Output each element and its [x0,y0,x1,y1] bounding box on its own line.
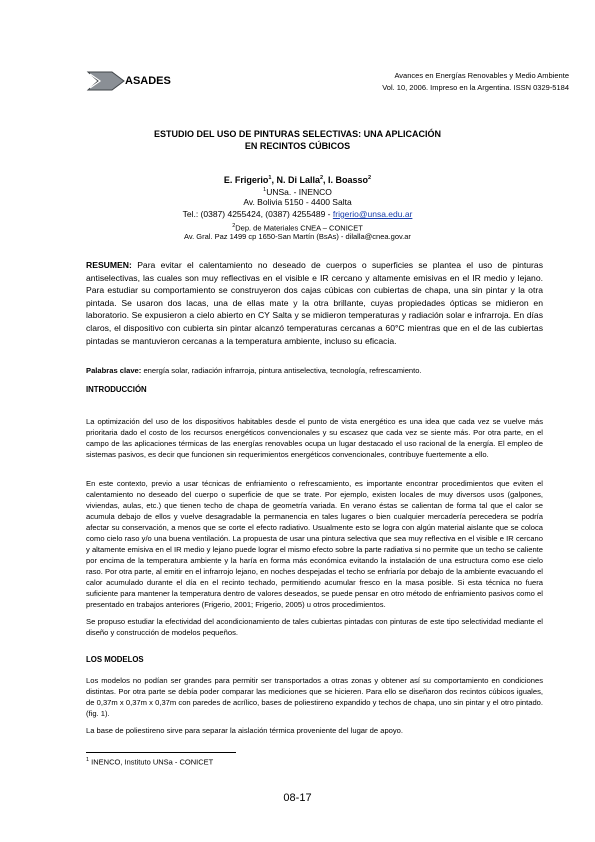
affiliation-1-contact [0,208,595,220]
affiliation-1-inst: UNSa. - INENCO [266,186,332,197]
footnote-sup: 1 [86,757,90,763]
abstract-text: Para evitar el calentamiento no deseado de cuerpos o superficies se plantea el uso de pinturas antiselectivas, las cuales son muy reflectivas en el visible e IR cercano y altamente emisivas en el IR medio y lejano. Para estudiar su comportamiento se construyeron dos cajas cúbicas con cubiertas de chapa, una sin pintar y la otra pintada. Se usaron dos lacas, una de ellas mate y la otra brillante, cuyas propiedades ópticas se midieron en laboratorio. Se expusieron a cielo abierto en CY Salta y se midieron temperaturas y radiación solar e infrarroja. En días claros, el dispositivo con cubierta sin pintar alcanzó temperaturas cercanas a 60°C mientras que en el de las cubiertas pintadas se mantuvieron cercanas a la temperatura ambiente, incluso su eficacia. [86,260,543,346]
asades-logo [86,70,126,92]
paragraph-intro-1: La optimización del uso de los dispositivos habitables desde el punto de vista energético es una idea que cada vez se vuelve más prioritaria dado el costo de los recursos energéticos convencionales y su escasez que cada vez se siente más. Por otra parte, en el campo de las aplicaciones térmicas de las energías renovables ocupa un lugar destacado el uso racional de la energía. El empleo de sistemas pasivos, es decir que funcionen sin requerimientos energéticos convencionales, contribuye fuertemente a ello. [86,417,543,459]
email-link[interactable]: frigerio@unsa.edu.ar [332,209,413,219]
keywords [86,365,543,376]
journal-header [249,70,569,94]
affiliation-1-sup: 1 [263,187,267,193]
phone-numbers: Tel.: (0387) 4255424, (0387) 4255489 - [182,209,333,219]
journal-line-1: Avances en Energías Renovables y Medio Ambiente [394,71,569,80]
keywords-label: Palabras clave: [86,366,142,375]
affiliation-2-inst: Dep. de Materiales CNEA – CONICET [235,223,363,233]
paragraph-models-1: Los modelos no podían ser grandes para permitir ser transportados a otras zonas y obtener así su comportamiento en condiciones distintas. Por otra parte se debía poder comparar las mediciones que se hicieren. Para ello se diseñaron dos recintos cúbicos iguales, de 0,37m x 0,37m x 0,37m con paredes de acrílico, bases de poliestireno expandido y techos de chapa, uno sin pintar y el otro pintado. (fig. 1). [86,676,543,718]
paper-title [0,128,595,152]
footnote [86,757,213,767]
affiliation-2-sup: 2 [232,223,236,229]
page-number: 08-17 [283,792,312,804]
paragraph-models-2: La base de poliestireno sirve para separar la aislación térmica proveniente del lugar de apoyo. [86,726,404,735]
abstract [86,259,543,347]
abstract-label: RESUMEN: [86,260,132,270]
title-line-2: EN RECINTOS CÚBICOS [244,141,351,151]
author-3-sup: 2 [368,175,372,181]
footnote-text: INENCO, Instituto UNSa - CONICET [91,757,214,767]
affiliation-2-address: Av. Gral. Paz 1499 cp 1650-San Martín (BsAs) - dilalla@cnea.gov.ar [184,232,411,241]
keywords-text: energía solar, radiación infrarroja, pintura antiselectiva, tecnología, refrescamiento. [143,366,422,375]
paragraph-intro-2: En este contexto, previo a usar técnicas de enfriamiento o refrescamiento, es importante encontrar procedimientos que eviten el calentamiento no deseado del cuerpo o superficie de que se trate. Por ejemplo, existen locales de muy diversos usos (galpones, viviendas, aulas, etc.) que tienen techo de chapa de geometría variada. En verano éstas se calientan de forma tal que el calor se acumula debajo de ellos y vuelve desagradable la permanencia en tales lugares o bien cualquier mercadería perecedera se podría afectar su conservación, a menos que se corte el efecto radiativo. Usualmente esto se logra con algún material aislante que se coloca como cielo raso y/o una buena ventilación. La propuesta de usar una pintura selectiva que sea muy reflectiva en el visible e IR cercano y altamente emisiva en el IR medio y lejano puede lograr el mismo efecto sobre la parte radiativa si no permite que un techo se caliente por encima de la temperatura ambiente y la haría en forma más económica evitando la instalación de una estructura como ese cielo raso. Por otra parte, al emitir en el infrarrojo lejano, en noches despejadas el techo se enfriaría por debajo de la ambiente evacuando el calor acumulado durante el día en el recinto techado, permitiendo acumular fresco en la masa posible. Si esta técnica no fuera suficiente para mantener la temperatura dentro de valores deseados, se puede pensar en otro método de enfriamiento pasivos como el presentado en trabajos anteriores (Frigerio, 2001; Frigerio, 2005) u otros procedimientos. [86,479,543,609]
journal-line-2: Vol. 10, 2006. Impreso en la Argentina. ISSN 0329-5184 [382,83,569,92]
footnote-divider [86,752,236,753]
author-2: , N. Di Lalla [271,175,320,185]
title-line-1: ESTUDIO DEL USO DE PINTURAS SELECTIVAS: UNA APLICACIÓN [153,129,442,139]
section-heading-models: LOS MODELOS [86,655,144,664]
author-3: , I. Boasso [323,175,369,185]
author-1-sup: 1 [268,175,272,181]
logo-text: ASADES [125,75,171,87]
affiliation-1-address: Av. Bolivia 5150 - 4400 Salta [243,197,352,207]
paragraph-intro-3: Se propuso estudiar la efectividad del acondicionamiento de tales cubiertas pintadas con pinturas de este tipo selectividad mediante el diseño y construcción de modelos pequeños. [86,617,543,637]
author-2-sup: 2 [319,175,324,181]
author-1: E. Frigerio [223,175,269,185]
section-heading-intro: INTRODUCCIÓN [86,385,147,394]
